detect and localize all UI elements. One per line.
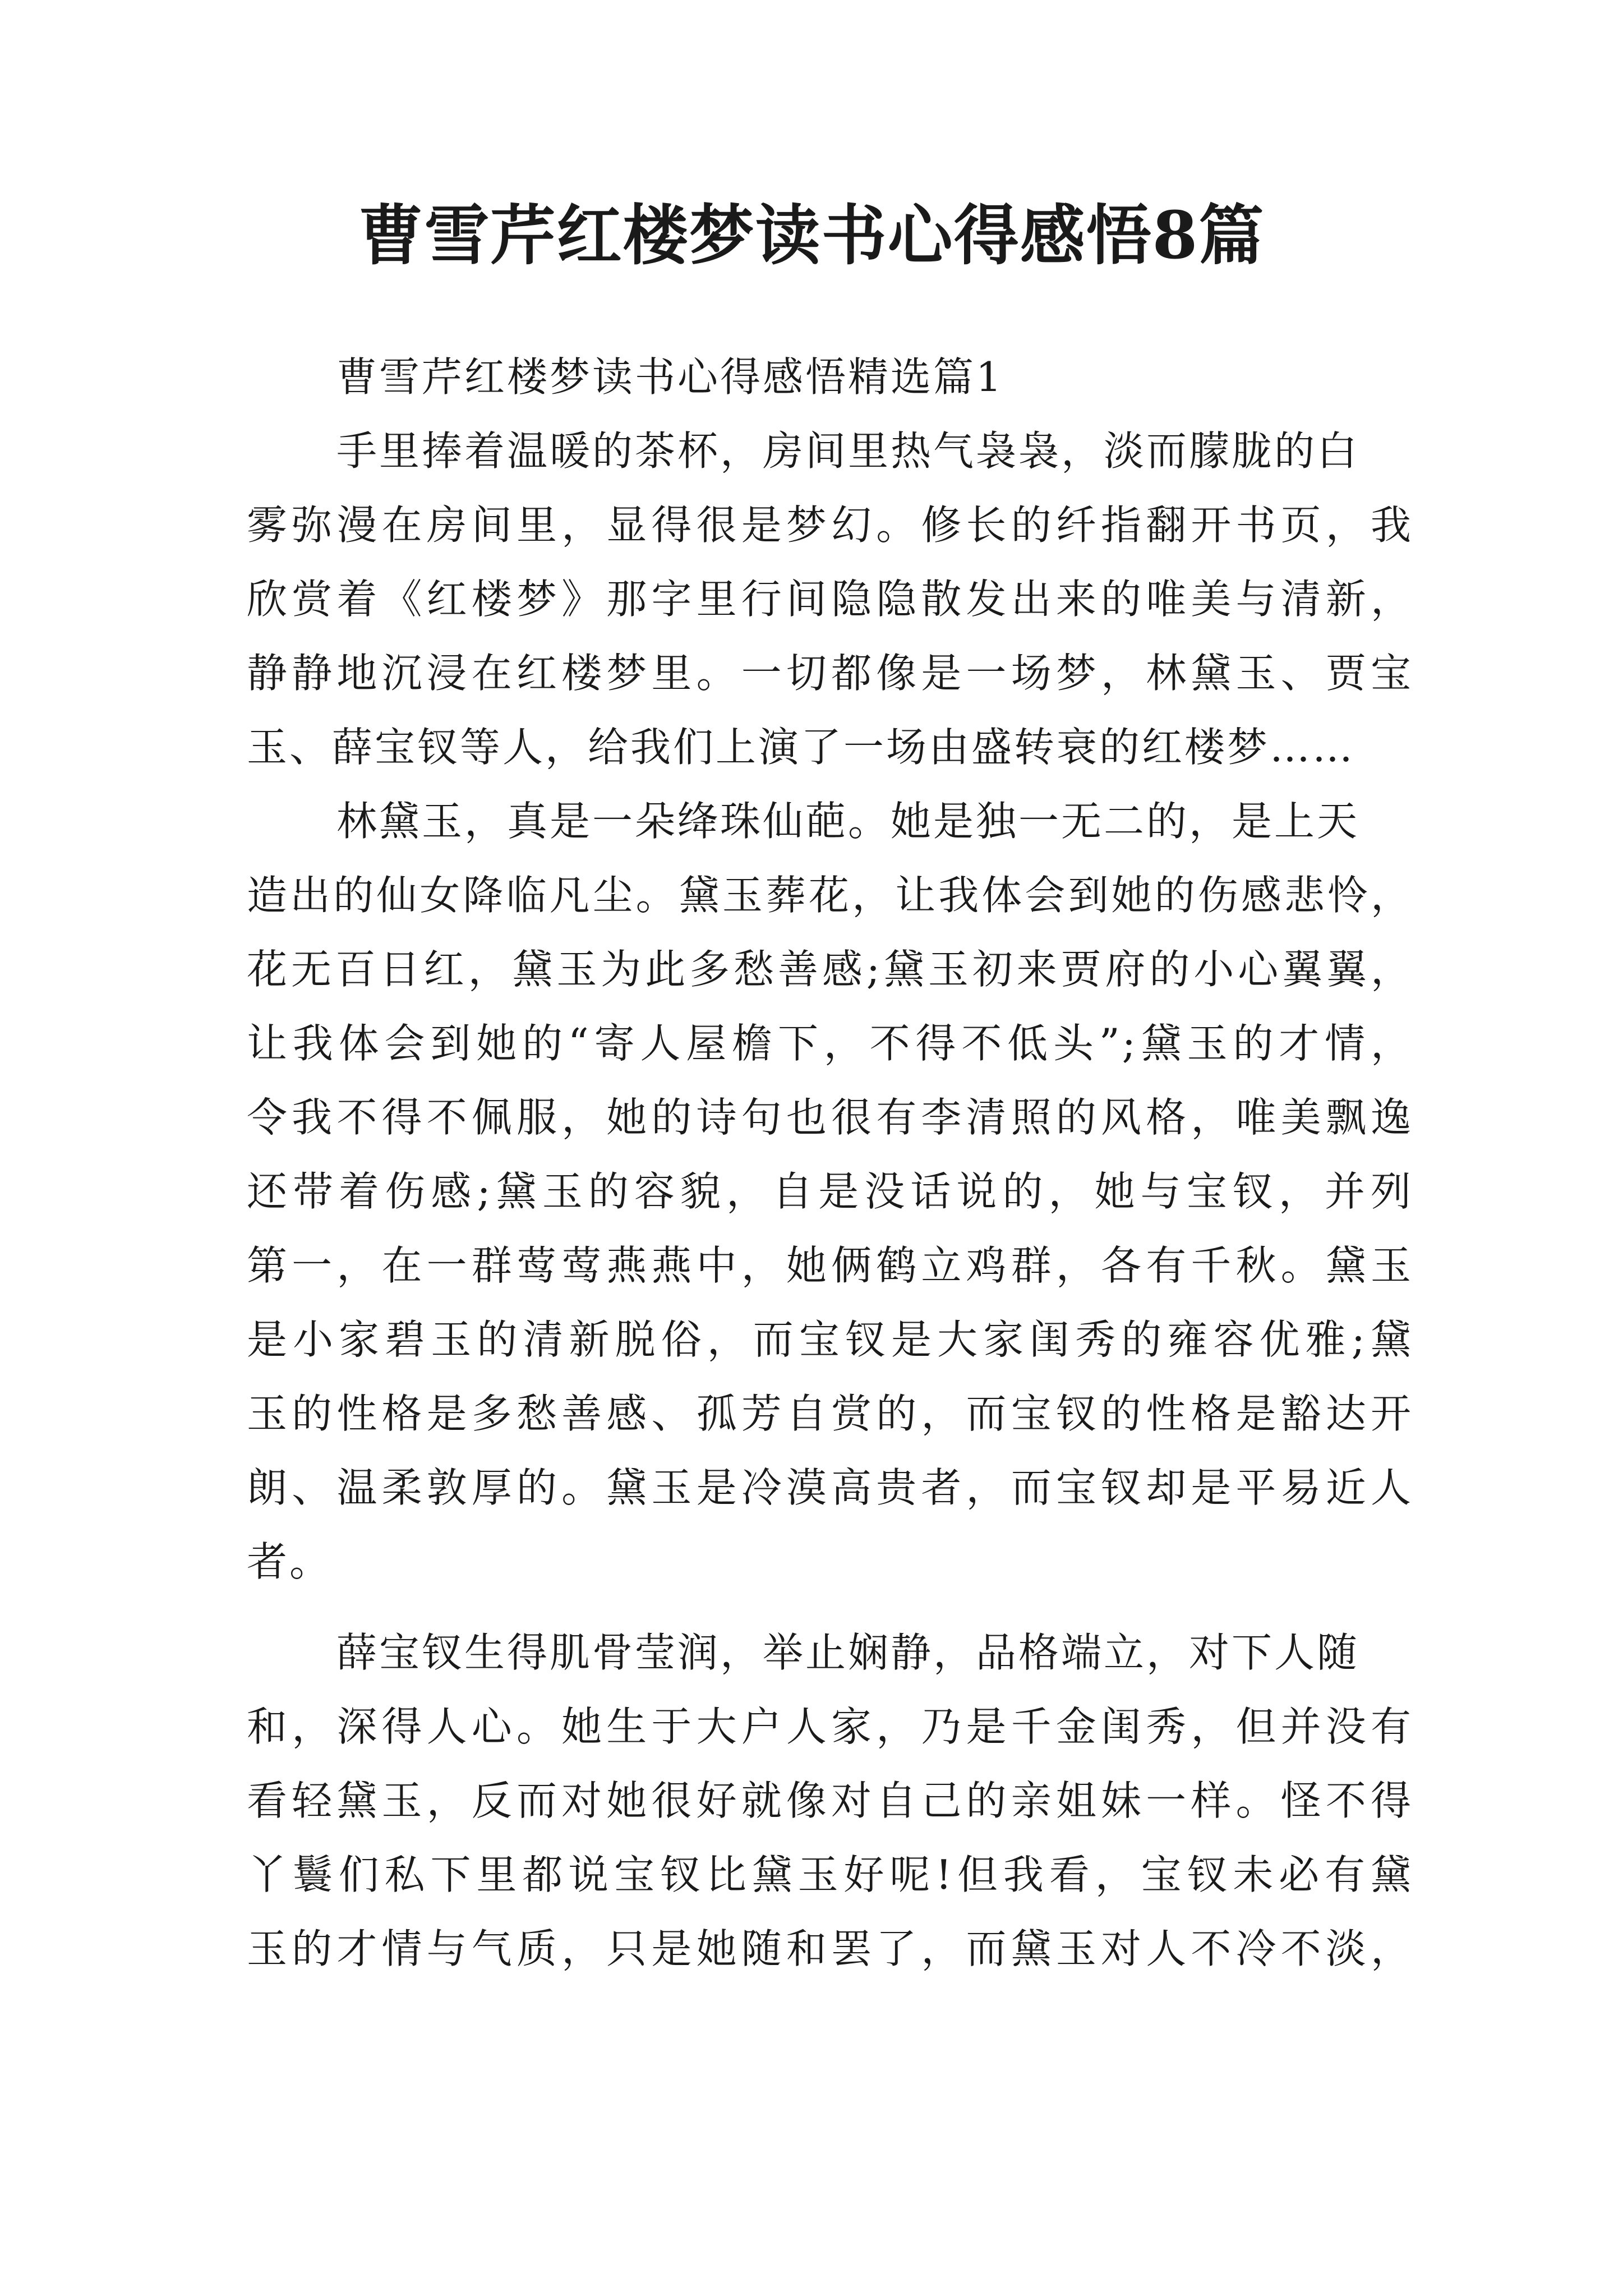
paragraph [247,414,1413,784]
paragraph-line: 是小家碧玉的清新脱俗，而宝钗是大家闺秀的雍容优雅;黛 [247,1316,1413,1363]
paragraph-line: 丫鬟们私下里都说宝钗比黛玉好呢!但我看，宝钗未必有黛 [247,1851,1413,1898]
paragraph-line: 静静地沉浸在红楼梦里。一切都像是一场梦，林黛玉、贾宝 [247,650,1413,697]
paragraph-line: 林黛玉，真是一朵绛珠仙葩。她是独一无二的，是上天 [336,798,1360,845]
document-title: 曹雪芹红楼梦读书心得感悟8篇 [358,197,1265,274]
paragraph-line: 和，深得人心。她生于大户人家，乃是千金闺秀，但并没有 [247,1703,1413,1750]
paragraph-line: 雾弥漫在房间里，显得很是梦幻。修长的纤指翻开书页，我 [247,501,1413,549]
paragraph-line: 玉的性格是多愁善感、孤芳自赏的，而宝钗的性格是豁达开 [247,1390,1413,1437]
paragraph-line: 看轻黛玉，反而对她很好就像对自己的亲姐妹一样。怪不得 [247,1777,1413,1824]
paragraph-line: 让我体会到她的“寄人屋檐下，不得不低头”;黛玉的才情， [247,1020,1413,1067]
paragraph-line: 玉的才情与气质，只是她随和罢了，而黛玉对人不冷不淡， [247,1925,1413,1972]
section-heading: 曹雪芹红楼梦读书心得感悟精选篇1 [336,353,1004,401]
paragraph-line: 手里捧着温暖的茶杯，房间里热气袅袅，淡而朦胧的白 [336,427,1360,475]
paragraph-gap [247,1599,1413,1616]
paragraph-line: 花无百日红，黛玉为此多愁善感;黛玉初来贾府的小心翼翼， [247,946,1413,993]
paragraph-line: 令我不得不佩服，她的诗句也很有李清照的风格，唯美飘逸 [247,1094,1413,1141]
document-body [247,340,1413,1986]
paragraph-line: 薛宝钗生得肌骨莹润，举止娴静，品格端立，对下人随 [336,1629,1360,1676]
paragraph [247,784,1413,1599]
paragraph-line: 者。 [247,1538,333,1585]
paragraph-line: 欣赏着《红楼梦》那字里行间隐隐散发出来的唯美与清新， [247,576,1413,623]
paragraph-line: 还带着伤感;黛玉的容貌，自是没话说的，她与宝钗，并列 [247,1168,1413,1215]
paragraph-line: 玉、薛宝钗等人，给我们上演了一场由盛转衰的红楼梦…… [247,724,1355,771]
paragraph-line: 第一，在一群莺莺燕燕中，她俩鹤立鸡群，各有千秋。黛玉 [247,1242,1413,1289]
paragraph [247,1616,1413,1986]
paragraph-line: 朗、温柔敦厚的。黛玉是冷漠高贵者，而宝钗却是平易近人 [247,1464,1413,1511]
paragraph-line: 造出的仙女降临凡尘。黛玉葬花，让我体会到她的伤感悲怜， [247,872,1413,919]
